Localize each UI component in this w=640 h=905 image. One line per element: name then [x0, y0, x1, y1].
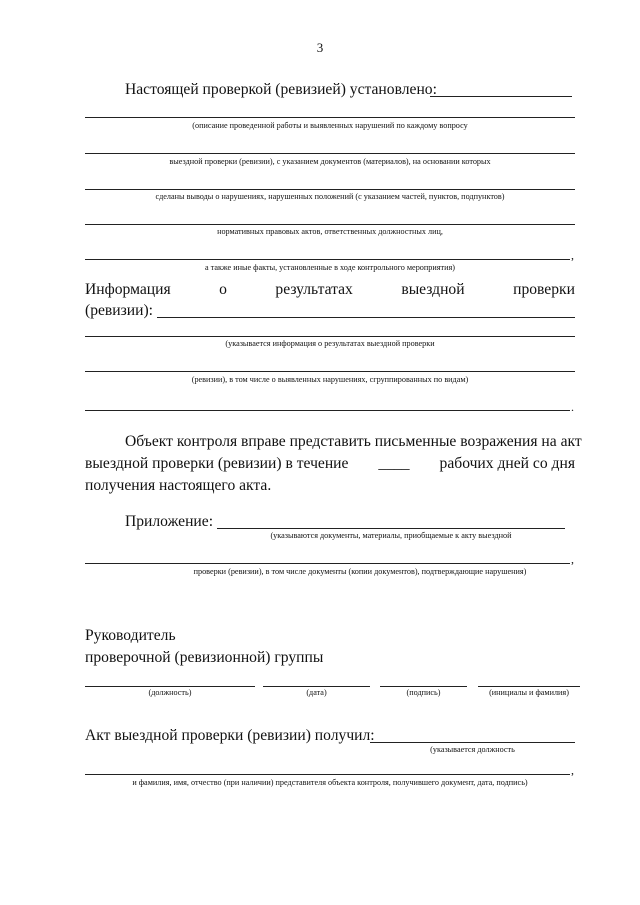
- results-word-2: о: [219, 281, 227, 298]
- objection-line-1: Объект контроля вправе представить письменные возражения на акт: [125, 433, 582, 450]
- findings-line-5-comma: ,: [571, 248, 574, 262]
- findings-line-4[interactable]: [85, 224, 575, 225]
- name-field-caption: (инициалы и фамилия): [489, 688, 569, 697]
- date-field-line[interactable]: [263, 686, 370, 687]
- findings-caption-3: сделаны выводы о нарушениях, нарушенных положений (с указанием частей, пунктов, подпунктов): [155, 192, 505, 201]
- name-field-line[interactable]: [478, 686, 580, 687]
- page-number: 3: [316, 40, 324, 55]
- findings-line-1[interactable]: [85, 117, 575, 118]
- attachment-line-2-comma: ,: [571, 552, 574, 566]
- results-caption-2: (ревизии), в том числе о выявленных нарушениях, сгруппированных по видам): [191, 375, 469, 384]
- attachment-line-1[interactable]: [217, 528, 565, 529]
- attachment-line-2[interactable]: [85, 563, 570, 564]
- results-line-1[interactable]: [85, 336, 575, 337]
- results-line-2[interactable]: [85, 371, 575, 372]
- receipt-caption-2: и фамилия, имя, отчество (при наличии) представителя объекта контроля, получившего документ, дата, подпись): [132, 778, 528, 787]
- receipt-caption-1: (указывается должность: [430, 745, 515, 754]
- findings-caption-4: нормативных правовых актов, ответственных должностных лиц,: [217, 227, 443, 236]
- objection-line-2-start: выездной проверки (ревизии) в течение: [85, 455, 349, 472]
- results-heading-blank[interactable]: [157, 317, 575, 318]
- attachment-caption-2: проверки (ревизии), в том числе документы (копии документов), подтверждающие нарушения): [193, 567, 527, 576]
- results-line-3-period: .: [571, 400, 574, 414]
- receipt-line-1[interactable]: [370, 742, 575, 743]
- results-word-4: выездной: [401, 281, 465, 298]
- objection-line-3: получения настоящего акта.: [85, 477, 272, 494]
- signature-field-caption: (подпись): [406, 688, 441, 697]
- results-heading-cont: (ревизии):: [85, 302, 153, 319]
- findings-line-3[interactable]: [85, 189, 575, 190]
- position-field-line[interactable]: [85, 686, 255, 687]
- findings-caption-2: выездной проверки (ревизии), с указанием документов (материалов), на основании которых: [169, 157, 491, 166]
- results-word-5: проверки: [513, 281, 575, 298]
- attachment-label: Приложение:: [125, 513, 214, 530]
- attachment-caption-1: (указываются документы, материалы, приобщаемые к акту выездной: [270, 531, 512, 540]
- findings-heading: Настоящей проверкой (ревизией) установлено:: [125, 81, 437, 98]
- signature-title-line-1: Руководитель: [85, 627, 176, 644]
- date-field-caption: (дата): [306, 688, 327, 697]
- results-caption-1: (указывается информация о результатах выездной проверки: [225, 339, 435, 348]
- findings-caption-5: а также иные факты, установленные в ходе контрольного мероприятия): [205, 263, 455, 272]
- results-line-3[interactable]: [85, 410, 570, 411]
- objection-days-blank[interactable]: ____: [378, 455, 410, 472]
- signature-title-line-2: проверочной (ревизионной) группы: [85, 649, 324, 666]
- findings-line-5[interactable]: [85, 259, 570, 260]
- findings-heading-blank[interactable]: [430, 96, 572, 97]
- objection-line-2-end: рабочих дней со дня: [439, 455, 575, 472]
- receipt-line-2-comma: ,: [571, 763, 574, 777]
- results-word-3: результатах: [275, 281, 353, 298]
- results-heading: [85, 281, 575, 299]
- findings-caption-1: (описание проведенной работы и выявленных нарушений по каждому вопросу: [192, 121, 468, 130]
- position-field-caption: (должность): [148, 688, 192, 697]
- results-word-1: Информация: [85, 281, 171, 298]
- receipt-line-2[interactable]: [85, 774, 570, 775]
- receipt-label: Акт выездной проверки (ревизии) получил:: [85, 727, 375, 744]
- signature-field-line[interactable]: [380, 686, 467, 687]
- objection-line-2: [85, 455, 575, 473]
- findings-line-2[interactable]: [85, 153, 575, 154]
